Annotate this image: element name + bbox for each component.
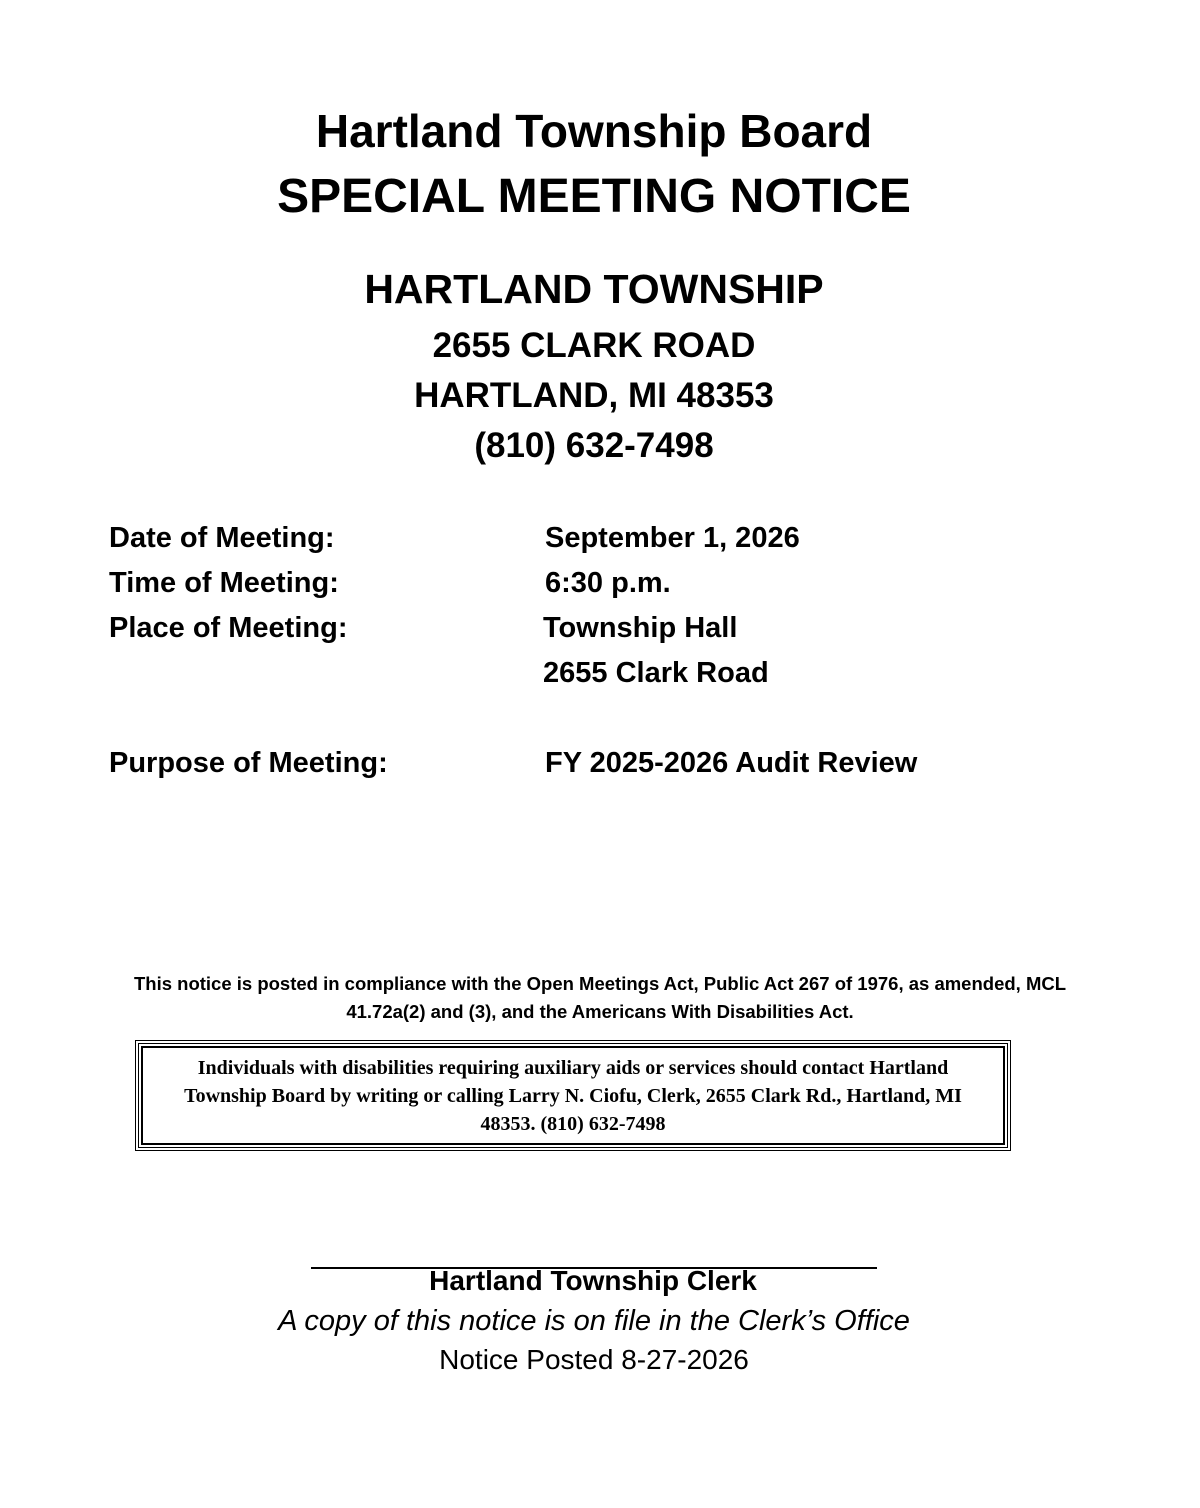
- accessibility-notice-box: [135, 1040, 1011, 1151]
- file-copy-note: A copy of this notice is on file in the Clerk’s Office: [278, 1305, 910, 1337]
- time-label: Time of Meeting:: [109, 567, 339, 599]
- accessibility-notice-text: Individuals with disabilities requiring auxiliary aids or services should contact Hartland Township Board by writing or calling Larry N. Ciofu, Clerk, 2655 Clark Rd., Hartland, MI 48353. (810) 632-7498: [141, 1046, 1005, 1145]
- purpose-label: Purpose of Meeting:: [109, 747, 388, 779]
- purpose-value: FY 2025-2026 Audit Review: [545, 747, 918, 779]
- date-value: September 1, 2026: [545, 522, 800, 554]
- date-label: Date of Meeting:: [109, 522, 335, 554]
- compliance-statement: This notice is posted in compliance with the Open Meetings Act, Public Act 267 of 1976, as amended, MCL 41.72a(2) and (3), and the Americans With Disabilities Act.: [133, 973, 1067, 1022]
- address-city: HARTLAND, MI 48353: [414, 376, 774, 415]
- place-value-line2: 2655 Clark Road: [543, 657, 769, 689]
- phone-number: (810) 632-7498: [474, 426, 714, 465]
- time-value: 6:30 p.m.: [545, 567, 671, 599]
- board-title: Hartland Township Board: [315, 105, 873, 157]
- place-value-line1: Township Hall: [543, 612, 738, 644]
- posted-date: Notice Posted 8-27-2026: [439, 1344, 749, 1375]
- address-street: 2655 CLARK ROAD: [432, 326, 756, 365]
- place-label: Place of Meeting:: [109, 612, 348, 644]
- organization-name: HARTLAND TOWNSHIP: [364, 266, 824, 312]
- signature-title: Hartland Township Clerk: [429, 1265, 757, 1296]
- notice-title: SPECIAL MEETING NOTICE: [277, 170, 911, 223]
